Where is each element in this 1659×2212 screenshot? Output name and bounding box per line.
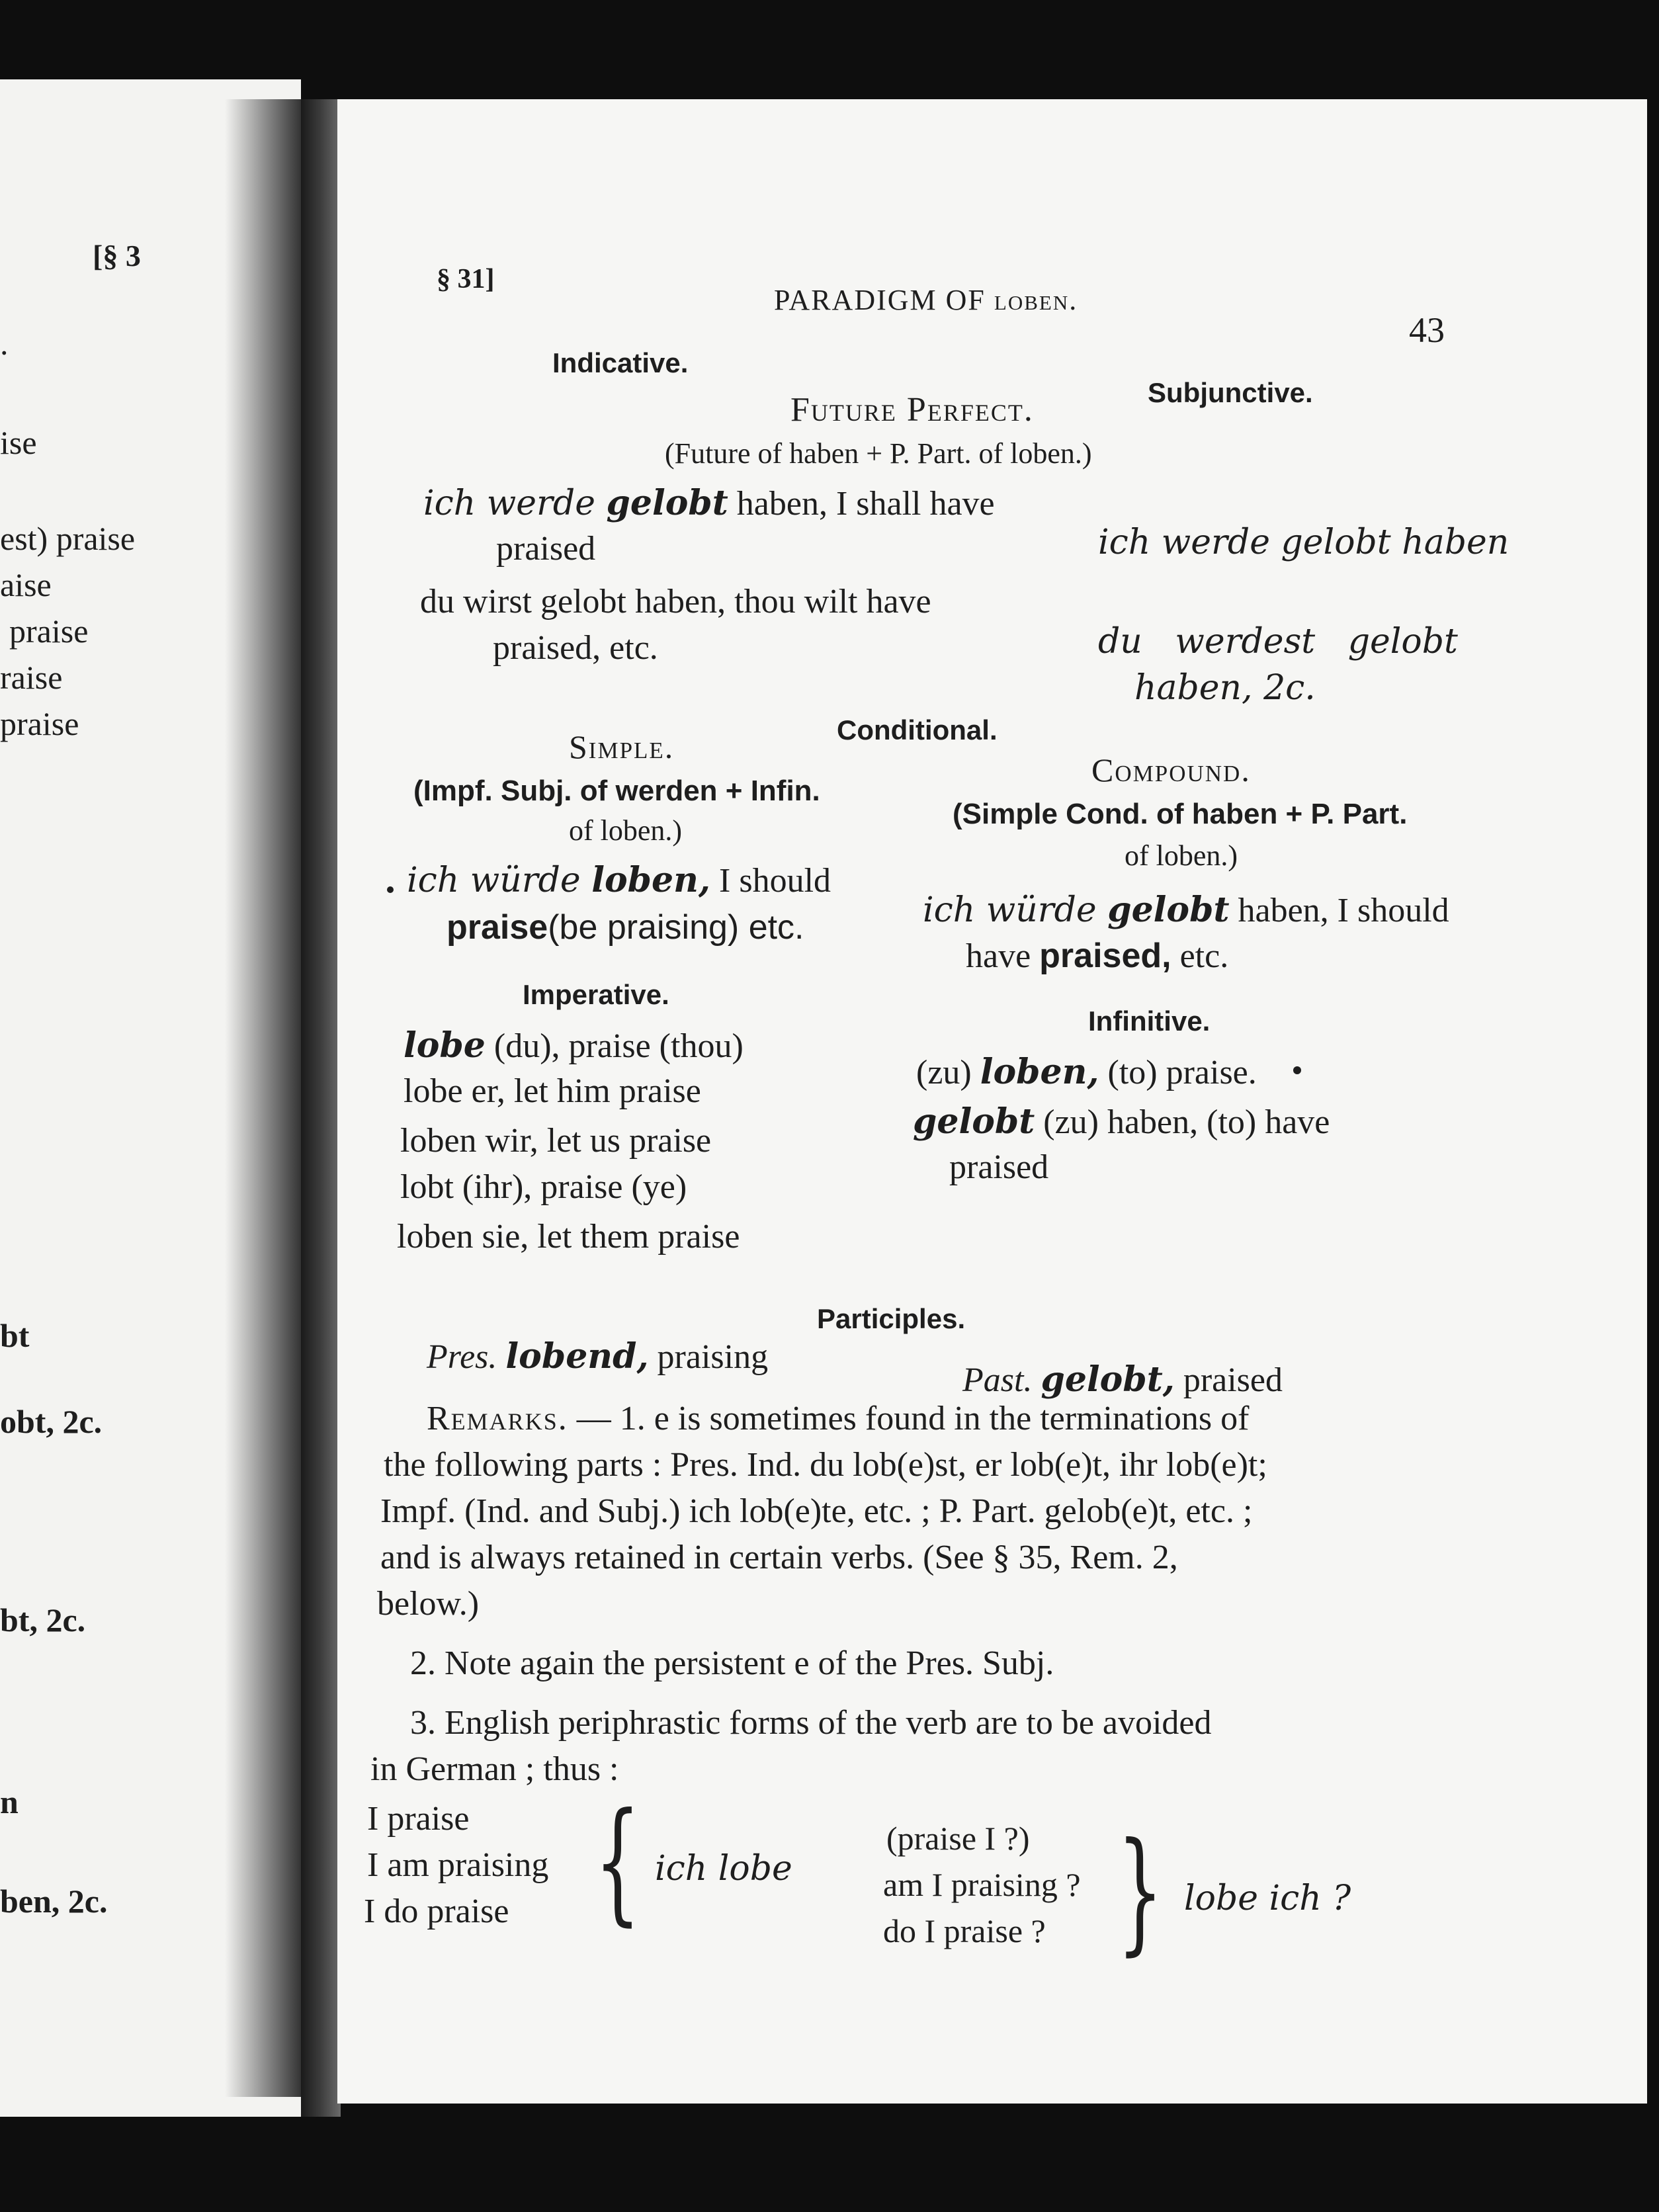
facing-line: . — [0, 325, 9, 362]
infinitive-line: gelobt (zu) haben, (to) have — [913, 1101, 1330, 1142]
remark-2: 2. Note again the persistent e of the Pres. Subj. — [410, 1644, 1054, 1682]
remark-1-line: the following parts : Pres. Ind. du lob(e)st, er lob(e)t, ihr lob(e)t; — [384, 1446, 1267, 1484]
english-question-form: do I praise ? — [883, 1912, 1046, 1949]
compound-conditional-line: ich würde gelobt haben, I should — [923, 890, 1449, 930]
english-question-form: am I praising ? — [883, 1866, 1081, 1903]
simple-formation: (Impf. Subj. of werden + Infin. — [413, 775, 820, 807]
indicative-line: du wirst gelobt haben, thou wilt have — [420, 583, 931, 620]
right-brace: } — [1117, 1814, 1164, 1969]
remark-1-line: below.) — [377, 1585, 480, 1623]
facing-line: obt, 2c. — [0, 1403, 103, 1440]
remark-3-line: in German ; thus : — [370, 1750, 619, 1788]
simple-conditional-line: ich würde loben, I should — [407, 860, 831, 900]
german-question-equivalent: lobe ich ? — [1184, 1879, 1351, 1918]
imperative-line: lobe (du), praise (thou) — [404, 1025, 744, 1066]
simple-conditional-line-cont: praise(be praising) etc. — [447, 908, 804, 947]
simple-formation-cont: of loben.) — [569, 814, 683, 847]
imperative-line: loben sie, let them praise — [397, 1218, 740, 1255]
tense-formation: (Future of haben + P. Part. of loben.) — [665, 437, 1092, 470]
english-form: I praise — [367, 1800, 470, 1838]
imperative-line: lobe er, let him praise — [404, 1072, 701, 1110]
facing-line: ise — [0, 424, 37, 461]
facing-line: praise — [9, 613, 89, 650]
print-speck — [1293, 1066, 1301, 1074]
remark-1: Remarks. — 1. e is sometimes found in the terminations of — [427, 1400, 1250, 1437]
print-speck — [387, 886, 394, 893]
german-equivalent: ich lobe — [655, 1849, 792, 1889]
subjunctive-line: ich werde gelobt haben — [1098, 523, 1510, 562]
subjunctive-line: du werdest gelobt — [1098, 622, 1458, 661]
imperative-line: lobt (ihr), praise (ye) — [400, 1168, 687, 1206]
facing-line: ben, 2c. — [0, 1883, 108, 1920]
participles-heading: Participles. — [817, 1303, 966, 1334]
section-reference: § 31] — [437, 264, 495, 294]
left-brace: { — [594, 1785, 641, 1939]
remark-1-line: and is always retained in certain verbs. (See § 35, Rem. 2, — [380, 1539, 1178, 1576]
facing-line: est) praise — [0, 520, 136, 557]
gutter — [301, 99, 341, 2117]
past-participle: Past. gelobt, praised — [962, 1359, 1283, 1400]
imperative-heading: Imperative. — [523, 979, 669, 1010]
facing-line: raise — [0, 659, 63, 696]
present-participle: Pres. lobend, praising — [427, 1336, 769, 1377]
indicative-line: ich werde gelobt haben, I shall have — [423, 483, 995, 523]
compound-heading: Compound. — [1091, 751, 1251, 788]
tense-heading: Future Perfect. — [790, 391, 1034, 429]
page-number: 43 — [1409, 310, 1445, 350]
facing-line: bt — [0, 1317, 30, 1354]
facing-line: aise — [0, 566, 52, 603]
book-page — [337, 99, 1647, 2104]
infinitive-heading: Infinitive. — [1088, 1005, 1211, 1037]
subjunctive-heading: Subjunctive. — [1148, 377, 1313, 408]
facing-line: bt, 2c. — [0, 1601, 86, 1638]
subjunctive-line-cont: haben, 2c. — [1134, 668, 1316, 708]
conditional-heading: Conditional. — [837, 714, 998, 745]
imperative-line: loben wir, let us praise — [400, 1122, 712, 1160]
english-form: I am praising — [367, 1846, 549, 1884]
remark-1-line: Impf. (Ind. and Subj.) ich lob(e)te, etc. ; P. Part. gelob(e)t, etc. ; — [380, 1492, 1253, 1530]
english-form: I do praise — [364, 1893, 509, 1930]
infinitive-line-cont: praised — [949, 1148, 1049, 1186]
indicative-line-cont: praised — [496, 530, 596, 568]
compound-formation-cont: of loben.) — [1125, 839, 1238, 872]
english-question-form: (praise I ?) — [886, 1820, 1030, 1857]
compound-conditional-line-cont: have praised, etc. — [966, 937, 1229, 975]
facing-line: praise — [0, 705, 79, 742]
remark-3: 3. English periphrastic forms of the verb are to be avoided — [410, 1704, 1212, 1742]
page-title: PARADIGM OF loben. — [774, 284, 1078, 316]
infinitive-line: (zu) loben, (to) praise. — [916, 1052, 1257, 1092]
indicative-heading: Indicative. — [552, 347, 689, 378]
facing-section-mark: [§ 3 — [93, 239, 141, 273]
gutter-shadow — [225, 99, 304, 2097]
facing-line: n — [0, 1783, 19, 1820]
simple-heading: Simple. — [569, 728, 675, 765]
compound-formation: (Simple Cond. of haben + P. Part. — [953, 798, 1408, 830]
indicative-line-cont: praised, etc. — [493, 629, 658, 667]
